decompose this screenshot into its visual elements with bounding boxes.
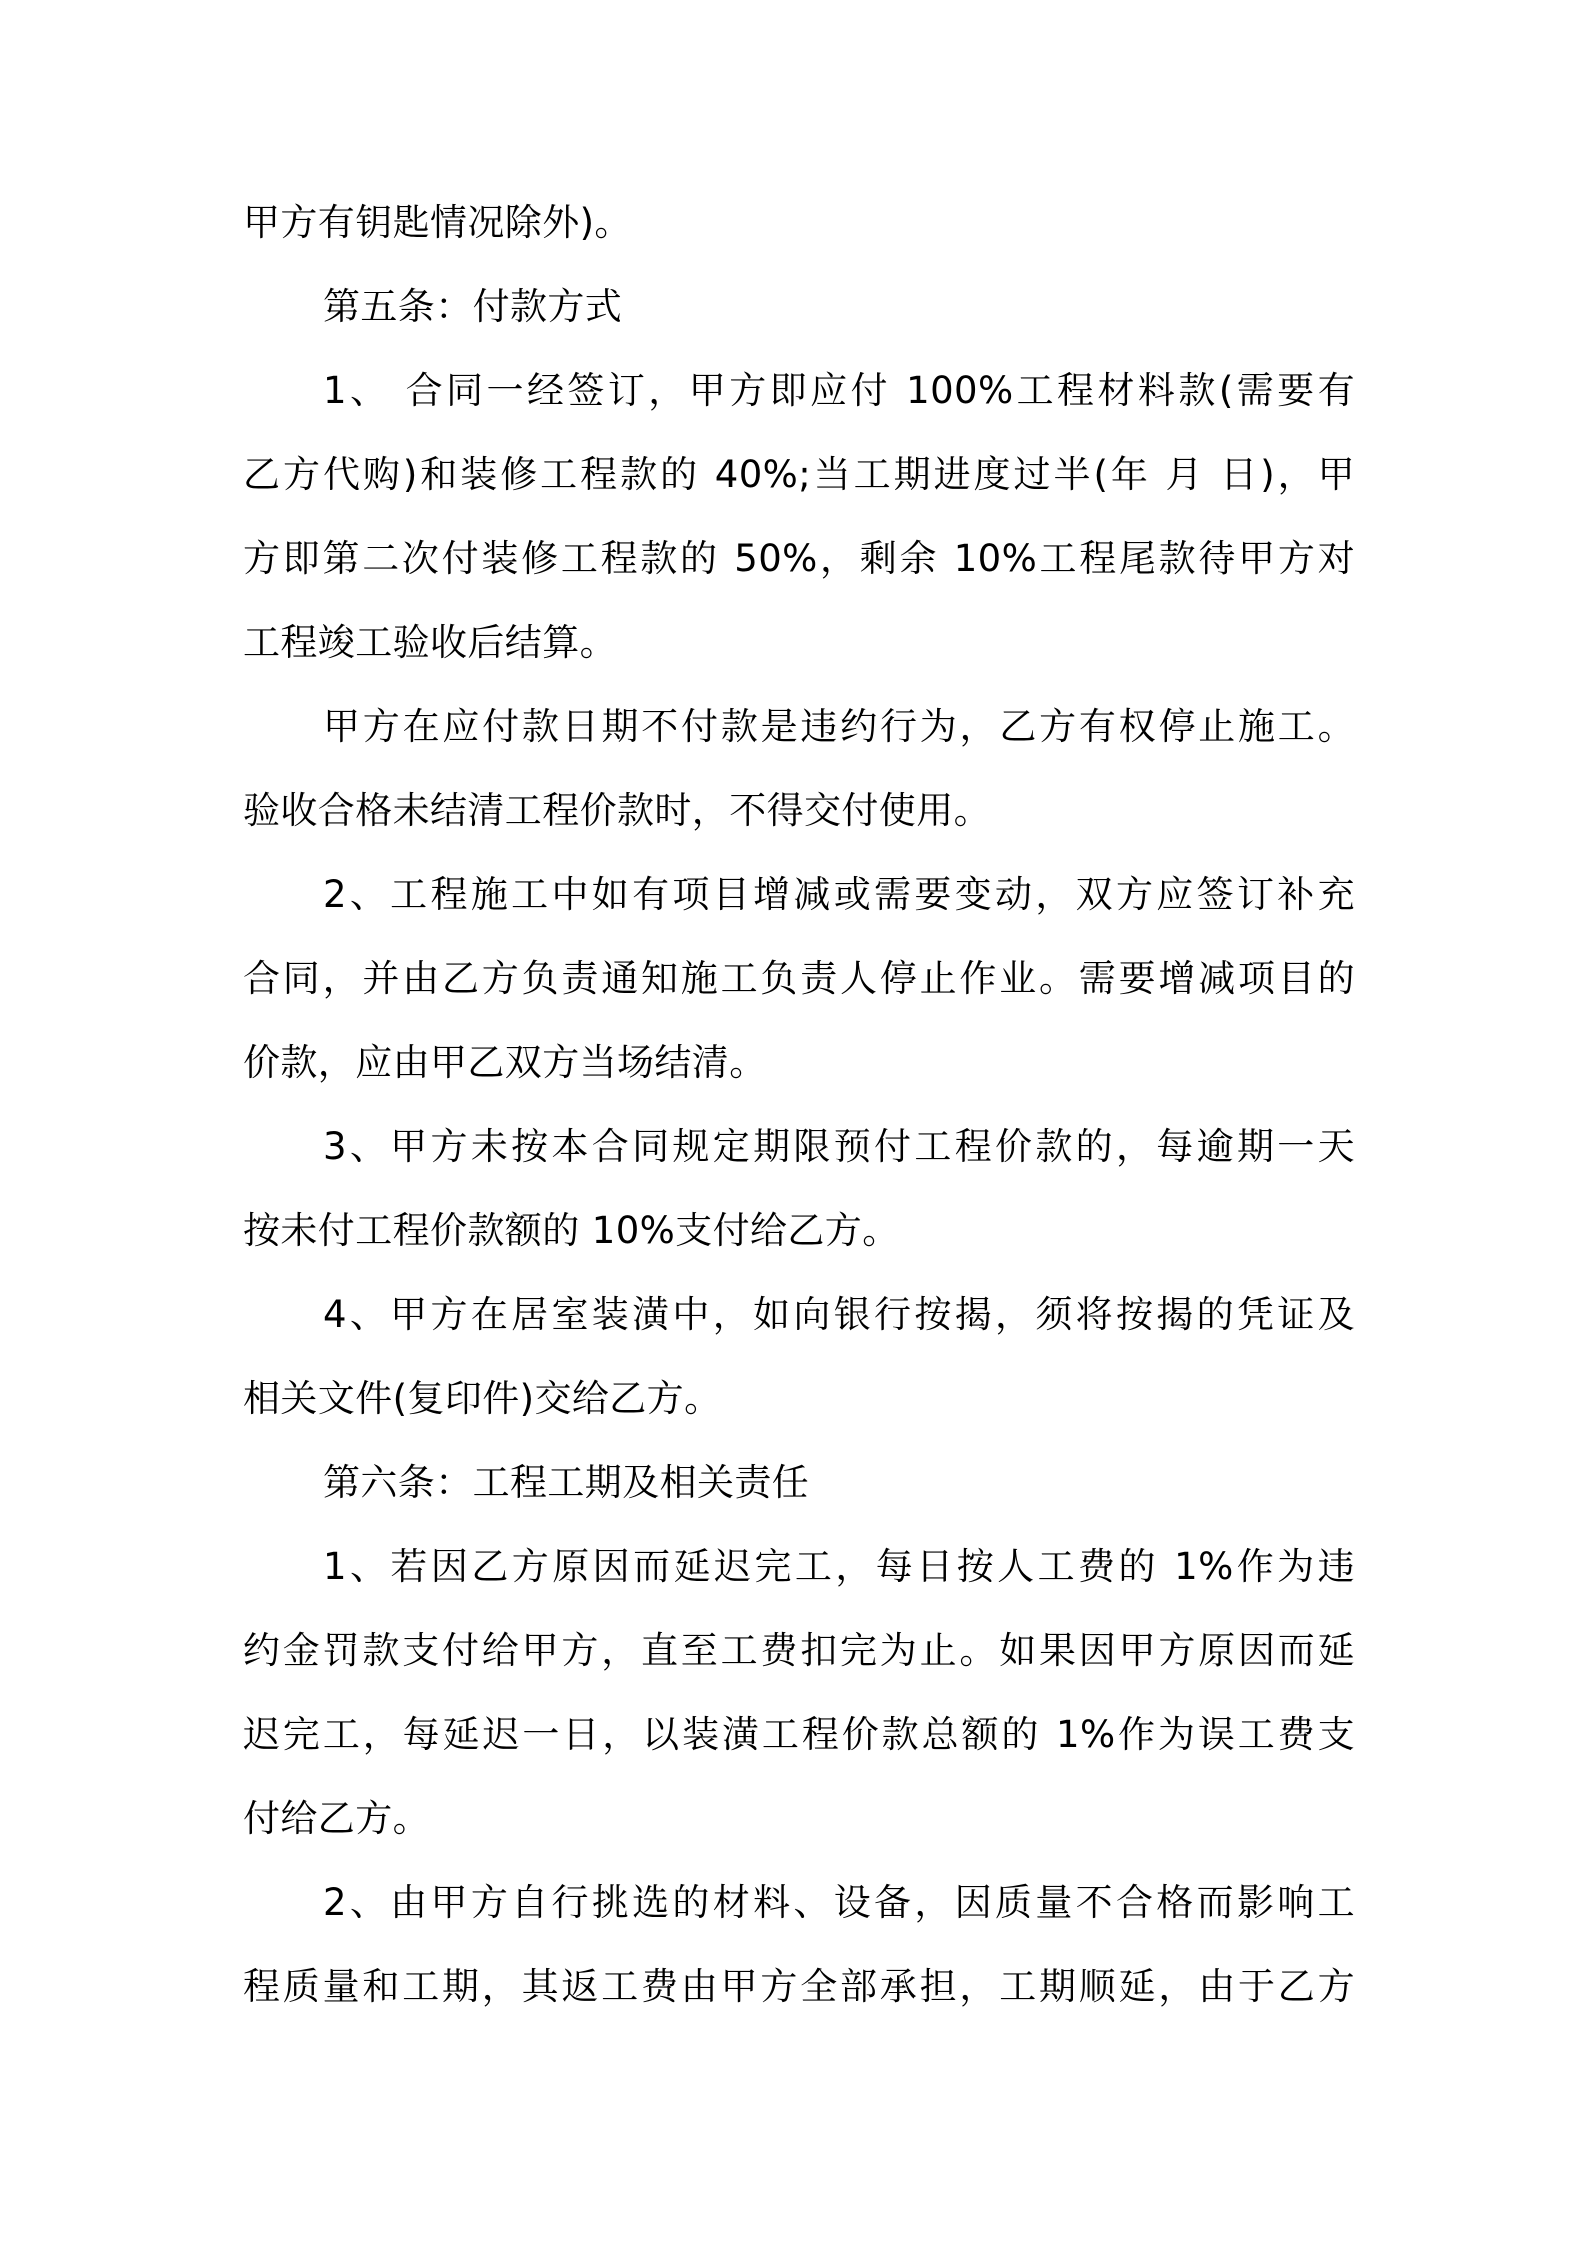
text-line: 4、甲方在居室装潢中，如向银行按揭，须将按揭的凭证及 bbox=[323, 1293, 1355, 1336]
text-line: 验收合格未结清工程价款时，不得交付使用。 bbox=[243, 789, 991, 832]
text-line: 甲方在应付款日期不付款是违约行为，乙方有权停止施工。 bbox=[323, 705, 1355, 748]
text-line: 价款，应由甲乙双方当场结清。 bbox=[243, 1041, 767, 1084]
text-line: 程质量和工期，其返工费由甲方全部承担，工期顺延，由于乙方 bbox=[243, 1965, 1355, 2008]
text-line: 甲方有钥匙情况除外)。 bbox=[243, 201, 632, 244]
text-line: 迟完工，每延迟一日，以装潢工程价款总额的 1%作为误工费支 bbox=[243, 1713, 1355, 1756]
text-line: 约金罚款支付给甲方，直至工费扣完为止。如果因甲方原因而延 bbox=[243, 1629, 1355, 1672]
text-line: 1、若因乙方原因而延迟完工，每日按人工费的 1%作为违 bbox=[323, 1545, 1355, 1588]
text-line: 1、 合同一经签订，甲方即应付 100%工程材料款(需要有 bbox=[323, 369, 1355, 412]
text-line: 3、甲方未按本合同规定期限预付工程价款的，每逾期一天 bbox=[323, 1125, 1355, 1168]
text-line: 2、工程施工中如有项目增减或需要变动，双方应签订补充 bbox=[323, 873, 1355, 916]
text-line: 按未付工程价款额的 10%支付给乙方。 bbox=[243, 1209, 900, 1252]
section-heading: 第六条：工程工期及相关责任 bbox=[323, 1461, 810, 1504]
text-line: 方即第二次付装修工程款的 50%，剩余 10%工程尾款待甲方对 bbox=[243, 537, 1355, 580]
text-line: 相关文件(复印件)交给乙方。 bbox=[243, 1377, 722, 1420]
text-line: 乙方代购)和装修工程款的 40%;当工期进度过半(年 月 日)，甲 bbox=[243, 453, 1355, 496]
section-heading: 第五条：付款方式 bbox=[323, 285, 623, 328]
text-line: 付给乙方。 bbox=[243, 1797, 430, 1840]
text-line: 工程竣工验收后结算。 bbox=[243, 621, 617, 664]
text-line: 2、由甲方自行挑选的材料、设备，因质量不合格而影响工 bbox=[323, 1881, 1355, 1924]
text-line: 合同，并由乙方负责通知施工负责人停止作业。需要增减项目的 bbox=[243, 957, 1355, 1000]
